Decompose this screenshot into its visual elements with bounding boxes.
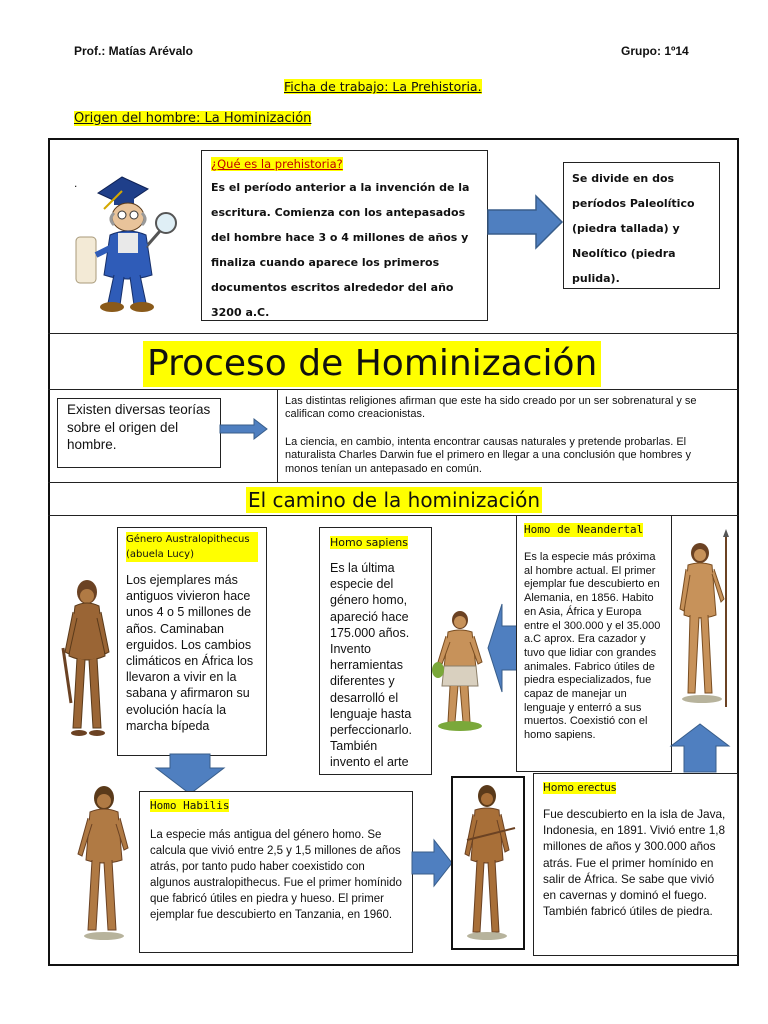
neandertal-illustration bbox=[670, 537, 738, 712]
australopithecus-title: Género Australopithecus (abuela Lucy) bbox=[126, 532, 258, 562]
up-arrow-icon bbox=[671, 724, 729, 772]
neandertal-text: Es la especie más próxima al hombre actual. El primer ejemplar fue descubierto en Alemania, en 1856. Habito en Asia, África y Europa entre el 300.000 y el 35.000 a.C aprox. Era cazador y tuvo que lidiar con grandes animales. Fabrico útiles de piedra especializados, fue capaz de manejar un lenguaje y enterró a sus muertos. Coexistió con el homo sapiens. bbox=[524, 551, 661, 742]
neandertal-title: Homo de Neandertal bbox=[524, 523, 644, 536]
australopithecus-illustration bbox=[57, 578, 117, 753]
australopithecus-text: Los ejemplares más antiguos vivieron hace unos 4 o 5 millones de años. Caminaban erguidos. Los cambios climáticos en África los llevaron a vivir en la sabana y afirmaron su evolución hacía la marcha bípeda bbox=[126, 573, 254, 733]
erectus-title: Homo erectus bbox=[543, 782, 617, 794]
professor-illustration bbox=[70, 175, 185, 320]
right-arrow-icon bbox=[488, 196, 564, 248]
australopithecus-box bbox=[117, 527, 267, 756]
prehistory-box bbox=[201, 150, 488, 321]
section-title: Origen del hombre: La Hominización bbox=[74, 111, 312, 126]
stray-dot: . bbox=[74, 176, 78, 190]
erectus-illustration bbox=[453, 780, 523, 948]
down-arrow-icon bbox=[156, 754, 224, 794]
left-arrow-icon bbox=[488, 604, 518, 692]
habilis-text: La especie más antigua del género homo. Se calcula que vivió entre 2,5 y 1,5 millones de años atrás, por tanto pudo haber coexistido con algunos australopithecus. Fue el primer homínido que fabricó útiles en piedra y hueso. El primer ejemplar fue descubierto en Tanzania, en 1960. bbox=[150, 829, 402, 921]
erectus-box bbox=[533, 773, 738, 956]
worksheet-title: Ficha de trabajo: La Prehistoria. bbox=[284, 79, 482, 94]
group-label: Grupo: 1º14 bbox=[621, 44, 689, 58]
habilis-illustration bbox=[58, 782, 140, 952]
erectus-text: Fue descubierto en la isla de Java, Indonesia, en 1891. Vivió entre 1,8 millones de años y 300.000 años atrás. Fue el primer homínido en salir de África. Se sabe que vivió en cavernas y dominó el fuego. También fabricó útiles de piedra. bbox=[543, 807, 726, 919]
theories-box bbox=[57, 398, 221, 468]
divider bbox=[48, 333, 739, 334]
habilis-box bbox=[139, 791, 413, 953]
sapiens-illustration bbox=[432, 608, 492, 733]
right-arrow-icon bbox=[412, 840, 452, 886]
science-text: La ciencia, en cambio, intenta encontrar causas naturales y pretende probarlas. El naturalista Charles Darwin fue el primero en llegar a una conclusión que hombres y monos tenían un antepasado en común. bbox=[285, 436, 691, 475]
path-title: El camino de la hominización bbox=[248, 488, 541, 512]
teacher-name: Prof.: Matías Arévalo bbox=[74, 44, 193, 58]
main-title: Proceso de Hominización bbox=[143, 341, 601, 387]
sapiens-box bbox=[319, 527, 432, 775]
religion-text: Las distintas religiones afirman que este ha sido creado por un ser sobrenatural y se califican como creacionistas. bbox=[285, 395, 697, 421]
habilis-title: Homo Habilis bbox=[150, 799, 230, 812]
right-arrow-icon bbox=[220, 419, 268, 439]
divider bbox=[48, 389, 739, 390]
divider bbox=[48, 482, 739, 483]
sapiens-text: Es la última especie del género homo, apareció hace 175.000 años. Invento herramientas diferentes y desarrolló el lenguaje hasta perfeccionarlo. También invento el arte bbox=[330, 561, 412, 770]
periods-text: Se divide en dos períodos Paleolítico (piedra tallada) y Neolítico (piedra pulida). bbox=[572, 172, 695, 285]
periods-box bbox=[563, 162, 720, 289]
divider bbox=[277, 389, 278, 482]
prehistory-question: ¿Qué es la prehistoria? bbox=[211, 157, 343, 171]
prehistory-definition: Es el período anterior a la invención de la escritura. Comienza con los antepasados del hombre hace 3 o 4 millones de años y finaliza cuando aparece los primeros documentos escritos alrededor del año 3200 a.C. bbox=[211, 181, 470, 319]
sapiens-title: Homo sapiens bbox=[330, 536, 408, 549]
neandertal-box bbox=[516, 515, 672, 772]
theories-text: Existen diversas teorías sobre el origen del hombre. bbox=[67, 402, 211, 452]
